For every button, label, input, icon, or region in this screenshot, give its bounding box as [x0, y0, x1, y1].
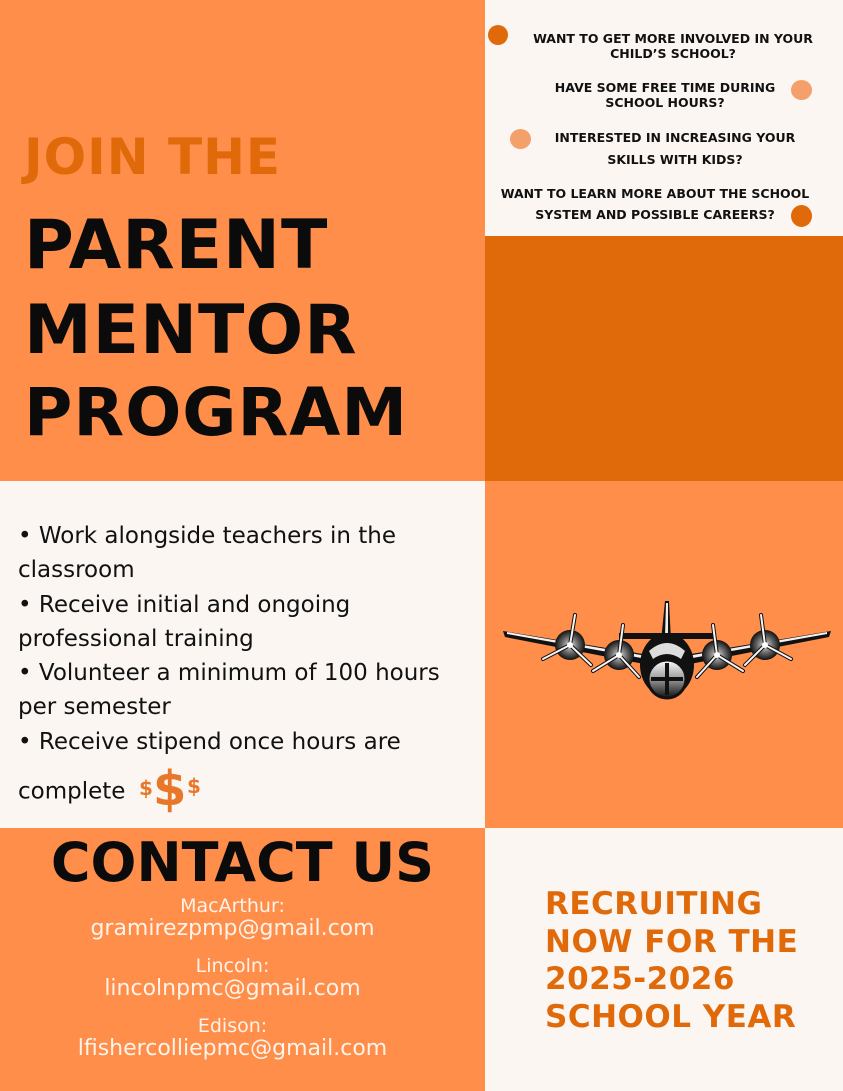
- email-link[interactable]: lfishercolliepmc@gmail.com: [77, 1036, 388, 1061]
- contact-item-edison: [0, 1016, 465, 1062]
- email-link[interactable]: gramirezpmp@gmail.com: [90, 916, 375, 941]
- plane-panel: [485, 481, 843, 828]
- question-1-line-2: CHILD’S SCHOOL?: [610, 46, 736, 61]
- recruiting-text: [545, 886, 798, 1036]
- school-name: Lincoln:: [195, 955, 270, 977]
- benefit-item-text: • Receive stipend once hours are complete: [18, 728, 401, 805]
- title-line-2: MENTOR: [24, 291, 358, 370]
- question-1: [513, 31, 833, 61]
- question-3-line-2: SKILLS WITH KIDS?: [607, 152, 743, 167]
- question-2-line-1: HAVE SOME FREE TIME DURING: [554, 80, 776, 95]
- title-line-1: PARENT: [24, 206, 329, 285]
- questions-panel: [485, 0, 843, 236]
- school-name: Edison:: [197, 1015, 268, 1037]
- question-4-line-2: SYSTEM AND POSSIBLE CAREERS?: [535, 207, 775, 222]
- svg-text:$: $: [186, 774, 201, 799]
- benefits-panel: [0, 481, 485, 828]
- recruiting-line: NOW FOR THE: [545, 923, 799, 960]
- contact-panel: [0, 828, 485, 1091]
- title-line-3: PROGRAM: [24, 374, 409, 451]
- email-link[interactable]: lincolnpmc@gmail.com: [104, 976, 361, 1001]
- question-3: [525, 127, 825, 171]
- question-3-line-1: INTERESTED IN INCREASING YOUR: [554, 130, 796, 145]
- benefit-item: • Work alongside teachers in the classroom: [18, 523, 397, 584]
- contact-list: [0, 896, 465, 1076]
- benefits-list: [18, 519, 478, 825]
- dot-decoration-icon: [488, 25, 508, 45]
- benefit-item: • Receive initial and ongoing professional training: [18, 591, 351, 652]
- question-1-line-1: WANT TO GET MORE INVOLVED IN YOUR: [533, 31, 813, 46]
- benefit-item: • Volunteer a minimum of 100 hours per semester: [18, 660, 440, 721]
- recruiting-panel: [485, 828, 843, 1091]
- benefit-item: [18, 725, 478, 826]
- question-2: [535, 80, 795, 110]
- svg-text:$: $: [152, 761, 187, 814]
- recruiting-line: RECRUITING: [545, 886, 763, 922]
- school-name: MacArthur:: [180, 895, 285, 917]
- question-4: [485, 183, 825, 225]
- kicker-text: JOIN THE: [24, 128, 282, 186]
- title-panel: [0, 0, 485, 481]
- money-icon: [137, 757, 205, 823]
- contact-item-lincoln: [0, 956, 465, 1002]
- question-2-line-2: SCHOOL HOURS?: [605, 95, 725, 110]
- contact-heading: CONTACT US: [50, 831, 435, 894]
- airplane-icon: [499, 593, 835, 713]
- recruiting-line: SCHOOL YEAR: [545, 998, 797, 1035]
- accent-block: [485, 236, 843, 481]
- question-4-line-1: WANT TO LEARN MORE ABOUT THE SCHOOL: [500, 186, 810, 201]
- recruiting-line: 2025-2026: [545, 961, 735, 997]
- contact-item-macarthur: [0, 896, 465, 942]
- svg-text:$: $: [138, 776, 153, 801]
